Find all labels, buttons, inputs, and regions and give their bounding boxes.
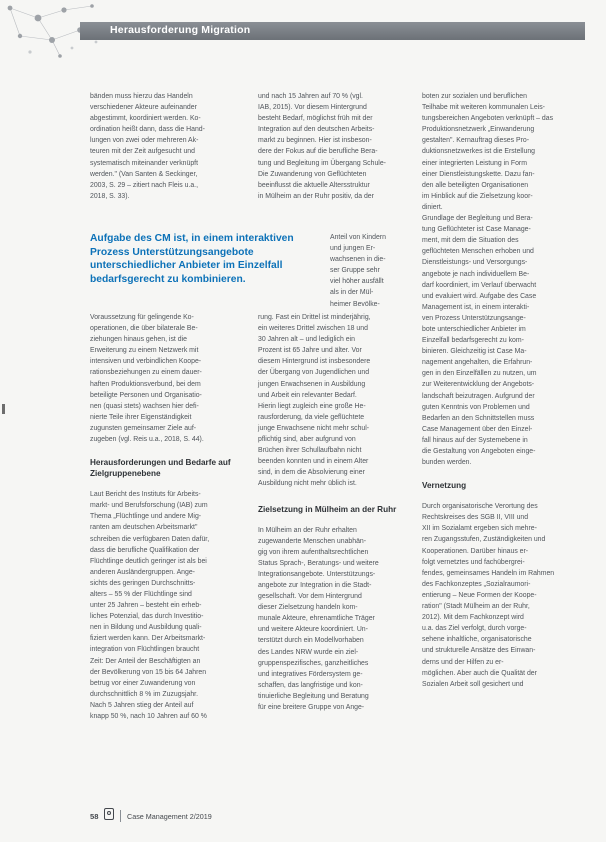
column-3-subhead: Vernetzung: [422, 481, 467, 491]
text-line: geflüchteten Menschen erhoben und: [422, 248, 534, 256]
column-1-block-2: [90, 312, 242, 445]
text-line: Management ist, in einem interakti-: [422, 303, 530, 311]
text-line: derns und der Hilfen zu er-: [422, 658, 504, 666]
column-3-top: [422, 91, 572, 468]
text-line: tung und Begleitung im Übergang Schule-: [258, 159, 386, 167]
footer-divider: [120, 810, 121, 822]
text-line: teuren mit der Zeit aufgesucht und: [90, 148, 195, 156]
text-line: pflichtig sind, aber aufgrund von: [258, 436, 356, 444]
text-line: Status Sprach-, Beratungs- und weitere: [258, 559, 379, 567]
text-line: 30 Jahren alt – und lediglich ein: [258, 336, 355, 344]
text-line: Case Management über den Einzel-: [422, 425, 533, 433]
text-line: gig von ihrem aufenthaltsrechtlichen: [258, 548, 369, 556]
text-line: und Arbeit ein relevanter Bedarf.: [258, 391, 357, 399]
text-line: Hierin liegt zugleich eine große He-: [258, 402, 366, 410]
text-line: schreiben die verfügbaren Daten dafür,: [90, 535, 210, 543]
text-line: beeinflusst die aktuelle Altersstruktur: [258, 181, 370, 189]
text-line: fiziert werden kann. Der Arbeitsmarkt-: [90, 635, 206, 643]
text-line: Anteil von Kindern: [330, 234, 386, 241]
column-2-body: [258, 312, 408, 713]
text-line: ein weiteres Drittel zwischen 18 und: [258, 325, 368, 333]
text-line: Die Zuwanderung von Geflüchteten: [258, 170, 367, 178]
text-line: duktionsnetzwerkes ist die Erstellung: [422, 148, 535, 156]
text-line: anderen Ausländergruppen. Ange-: [90, 568, 195, 576]
text-line: ration" (Stadt Mülheim an der Ruhr,: [422, 603, 530, 611]
text-line: besteht Bedarf, möglichst früh mit der: [258, 115, 373, 123]
text-line: guten Kenntnis von Problemen und: [422, 403, 530, 411]
text-line: Integrationsangebote. Unterstützungs-: [258, 570, 376, 578]
text-line: integration von Flüchtlingen braucht: [90, 646, 200, 654]
text-line: Dienstleistungs- und Versorgungs-: [422, 259, 528, 267]
text-line: Grundlage der Begleitung und Bera-: [422, 215, 533, 223]
text-line: zugewanderte Menschen unabhän-: [258, 537, 367, 545]
text-line: ren Zugangsstufen, Zuständigkeiten und: [422, 536, 546, 544]
text-line: die Gestaltung von Angeboten einge-: [422, 448, 536, 455]
text-line: Ausbildung nicht mehr üblich ist.: [258, 480, 357, 488]
column-2-wrap: [330, 232, 408, 310]
text-line: Zeit: Der Anteil der Beschäftigten an: [90, 657, 201, 665]
text-line: zur Weiterentwicklung der Angebots-: [422, 381, 535, 389]
text-line: junge Erwachsene nicht mehr schul-: [258, 424, 370, 432]
text-line: lungen von zwei oder mehreren Ak-: [90, 137, 199, 145]
text-line: Teilhabe mit weiteren kommunalen Leis-: [422, 104, 545, 112]
column-1-body: [90, 312, 242, 722]
text-line: bote unterschiedlicher Anbieter im: [422, 325, 526, 333]
column-1: [90, 91, 242, 202]
text-line: markt zu beginnen. Hier ist insbeson-: [258, 137, 372, 145]
column-2: [258, 91, 408, 202]
text-line: gruppenspezifisches, ganzheitliches: [258, 659, 369, 667]
text-line: 2003, S. 29 – zitiert nach Fleis u.a.,: [90, 181, 199, 189]
text-line: zugunsten gemeinsamer Ziele auf-: [90, 424, 197, 432]
column-2-block-3: [258, 525, 408, 714]
text-line: landschaft beizutragen. Aufgrund der: [422, 392, 535, 400]
text-line: angebote zur Integration in die Stadt-: [258, 581, 372, 589]
text-line: abgestimmt, koordiniert werden. Ko-: [90, 115, 201, 123]
text-line: nen (quasi stets) wachsen hier defi-: [90, 402, 199, 410]
text-line: ziehungen hinaus gehen, ist die: [90, 336, 187, 344]
text-line: bunden werden.: [422, 459, 472, 467]
column-2-wrap-text: [330, 232, 408, 310]
text-line: Einzelfall bedarfsgerecht zu kom-: [422, 337, 524, 345]
column-3-block-2: [422, 501, 572, 690]
text-line: zugeben (vgl. Reis u.a., 2018, S. 44).: [90, 436, 204, 444]
text-line: einer Dienstleistungskette. Dazu fan-: [422, 170, 535, 178]
text-line: tinuierliche Begleitung und Beratung: [258, 692, 369, 700]
text-line: diesem Hintergrund ist insbesondere: [258, 358, 371, 366]
text-line: systematisch miteinander verknüpft: [90, 159, 198, 167]
text-line: heimer Bevölke-: [330, 300, 380, 308]
text-line: gen in den Einzelfällen zu nutzen, um: [422, 370, 537, 378]
text-line: operationen, die über bilaterale Be-: [90, 325, 198, 333]
text-line: alters – 55 % der Flüchtlinge sind: [90, 590, 192, 598]
text-line: im Hinblick auf die Zielsetzung koor-: [422, 192, 533, 200]
text-line: liches Potenzial, das durch Investitio-: [90, 613, 204, 621]
text-line: darf koordiniert, im Verlauf überwacht: [422, 281, 537, 289]
text-line: und integratives Fördersystem ge-: [258, 670, 363, 678]
text-line: und jungen Er-: [330, 245, 376, 253]
text-line: ment, mit dem die Situation des: [422, 237, 519, 245]
text-line: nagement angehalten, die Erfahrun-: [422, 359, 533, 367]
text-line: 2018, S. 33).: [90, 192, 130, 200]
text-line: Produktionsnetzwerk „Einwanderung: [422, 126, 535, 134]
text-line: terstützt durch ein Modellvorhaben: [258, 637, 364, 645]
text-line: dieser Zielsetzung handeln kom-: [258, 604, 358, 612]
text-line: dass die berufliche Qualifikation der: [90, 546, 200, 554]
column-3: [422, 91, 572, 690]
text-line: ranten am deutschen Arbeitsmarkt": [90, 524, 198, 532]
text-line: binieren. Gleichzeitig ist Case Ma-: [422, 348, 527, 356]
text-line: Thema „Flüchtlinge und andere Mig-: [90, 513, 202, 521]
text-line: des Fachkonzeptes „Sozialraumori-: [422, 580, 531, 588]
text-line: fendes, gemeinsames Handeln im Rahmen: [422, 569, 555, 577]
text-line: Flüchtlinge deutlich geringer ist als bei: [90, 557, 207, 565]
text-line: knapp 50 %, nach 10 Jahren auf 60 %: [90, 713, 207, 720]
text-line: bänden muss hierzu das Handeln: [90, 93, 193, 100]
text-line: des Landes NRW wurde ein ziel-: [258, 648, 359, 656]
column-2-block-2: [258, 312, 408, 490]
text-line: IAB, 2015). Vor diesem Hintergrund: [258, 104, 367, 112]
text-line: Sozialen Arbeit soll gesichert und: [422, 680, 524, 688]
text-line: einer integrierten Leistung in Form: [422, 159, 527, 167]
text-line: rung. Fast ein Drittel ist minderjährig,: [258, 314, 371, 321]
text-line: unter 25 Jahren – besteht ein erheb-: [90, 602, 202, 610]
text-line: und weitere Akteure koordiniert. Un-: [258, 626, 368, 634]
column-2-top: [258, 91, 408, 202]
text-line: munale Akteure, ehrenamtliche Träger: [258, 615, 375, 623]
column-1-block-3: [90, 489, 242, 722]
column-1-intro: [90, 91, 242, 202]
text-line: in Mülheim an der Ruhr positiv, da der: [258, 192, 374, 200]
text-line: In Mülheim an der Ruhr erhalten: [258, 526, 357, 534]
text-line: nen in Bildung und Ausbildung quali-: [90, 624, 202, 632]
text-line: Laut Bericht des Instituts für Arbeits-: [90, 491, 201, 499]
magazine-title: Case Management 2/2019: [127, 812, 212, 821]
text-line: verschiedener Akteure aufeinander: [90, 104, 197, 112]
text-line: den alle beteiligten Organisationen: [422, 181, 529, 189]
text-line: sind, in dem die Absolvierung einer: [258, 469, 365, 477]
section-title: Herausforderung Migration: [110, 24, 251, 36]
text-line: haften Produktionsverbund, bei dem: [90, 380, 201, 388]
text-line: rausforderung, da viele geflüchtete: [258, 413, 365, 421]
text-line: wachsenen in die-: [330, 256, 386, 264]
text-line: für eine breitere Gruppe von Ange-: [258, 704, 365, 711]
text-line: XII im Sozialamt ergeben sich mehre-: [422, 525, 537, 533]
text-line: markt- und Berufsforschung (IAB) zum: [90, 502, 208, 510]
text-line: möglichen. Aber auch die Qualität der: [422, 669, 537, 677]
text-line: werden." (Van Santen & Seckinger,: [90, 170, 198, 178]
text-line: gestalten". Kernauftrag dieses Pro-: [422, 137, 530, 145]
text-line: ven Prozess Unterstützungsange-: [422, 314, 526, 322]
text-line: Nach 5 Jahren stieg der Anteil auf: [90, 701, 194, 709]
text-line: diniert.: [422, 203, 443, 211]
text-line: boten zur sozialen und beruflichen: [422, 93, 527, 100]
text-line: sichts des geringen Durchschnitts-: [90, 579, 196, 587]
text-line: dere der Fokus auf die berufliche Bera-: [258, 148, 378, 156]
text-line: und nach 15 Jahren auf 70 % (vgl.: [258, 93, 363, 100]
text-line: u.a. das Ziel verfolgt, durch vorge-: [422, 625, 527, 633]
text-line: Kooperationen. Darüber hinaus er-: [422, 547, 529, 555]
text-line: tungsbereichen Angeboten verknüpft – das: [422, 115, 554, 123]
text-line: der Übergang von Jugendlichen und: [258, 369, 370, 377]
text-line: nierte Teile ihrer Eigenständigkeit: [90, 413, 192, 421]
text-line: durchschnittlich 8 % im Zuzugsjahr.: [90, 690, 198, 698]
text-line: folgt vernetztes und fachübergrei-: [422, 558, 525, 566]
text-line: angebote je nach individuellem Be-: [422, 270, 530, 278]
text-line: ser Gruppe sehr: [330, 267, 380, 275]
text-line: als in der Mül-: [330, 289, 374, 297]
text-line: Durch organisatorische Verortung des: [422, 503, 538, 511]
column-1-subhead: Herausforderungen und Bedarfe auf Zielgruppenebene: [90, 458, 231, 479]
text-line: Bedarfen an den Schnittstellen muss: [422, 414, 535, 422]
text-line: jungen Erwachsenen in Ausbildung: [258, 380, 366, 388]
pull-quote: Aufgabe des CM ist, in einem interaktiven Prozess Unterstützungsangebote unterschiedlicher Anbieter im Einzelfall bedarfsgerecht zu kombinieren.: [90, 233, 294, 285]
text-line: beenden konnten und in einem Alter: [258, 458, 369, 466]
text-line: viel höher ausfällt: [330, 278, 384, 286]
binder-hole-mark: [2, 404, 5, 414]
text-line: entierung – Neue Formen der Koope-: [422, 591, 537, 599]
page-number: 58: [90, 812, 99, 821]
text-line: sehene inhaltliche, organisatorische: [422, 636, 532, 644]
text-line: tung Geflüchteter ist Case Manage-: [422, 226, 531, 234]
text-line: ordination heißt dann, dass die Hand-: [90, 126, 205, 134]
text-line: Erweiterung zu einem Netzwerk mit: [90, 347, 199, 355]
text-line: schaffen, das langfristige und kon-: [258, 681, 363, 689]
text-line: Voraussetzung für gelingende Ko-: [90, 314, 194, 321]
text-line: 2012). Mit dem Fachkonzept wird: [422, 614, 524, 622]
text-line: der Bevölkerung von 15 bis 64 Jahren: [90, 668, 207, 676]
text-line: rationsbeziehungen zu einem dauer-: [90, 369, 202, 377]
text-line: betrug vor einer Zuwanderung von: [90, 679, 196, 687]
text-line: Brüchen ihrer Schullaufbahn nicht: [258, 447, 362, 455]
text-line: Rechtskreises des SGB II, VIII und: [422, 514, 529, 522]
text-line: fall hinaus auf der Systemebene in: [422, 436, 528, 444]
text-line: und strukturelle Ansätze des Einwan-: [422, 647, 536, 655]
text-line: beteiligte Personen und Organisatio-: [90, 391, 202, 399]
text-line: intensiven und verbindlichen Koope-: [90, 358, 202, 366]
text-line: Integration auf den deutschen Arbeits-: [258, 126, 375, 134]
column-2-subhead: Zielsetzung in Mülheim an der Ruhr: [258, 504, 397, 514]
text-line: und evaluiert wird. Aufgabe des Case: [422, 292, 537, 300]
magazine-logo-icon: [104, 808, 114, 820]
text-line: Prozent ist 65 Jahre und älter. Vor: [258, 347, 362, 355]
text-line: gesellschaft. Vor dem Hintergrund: [258, 593, 362, 601]
